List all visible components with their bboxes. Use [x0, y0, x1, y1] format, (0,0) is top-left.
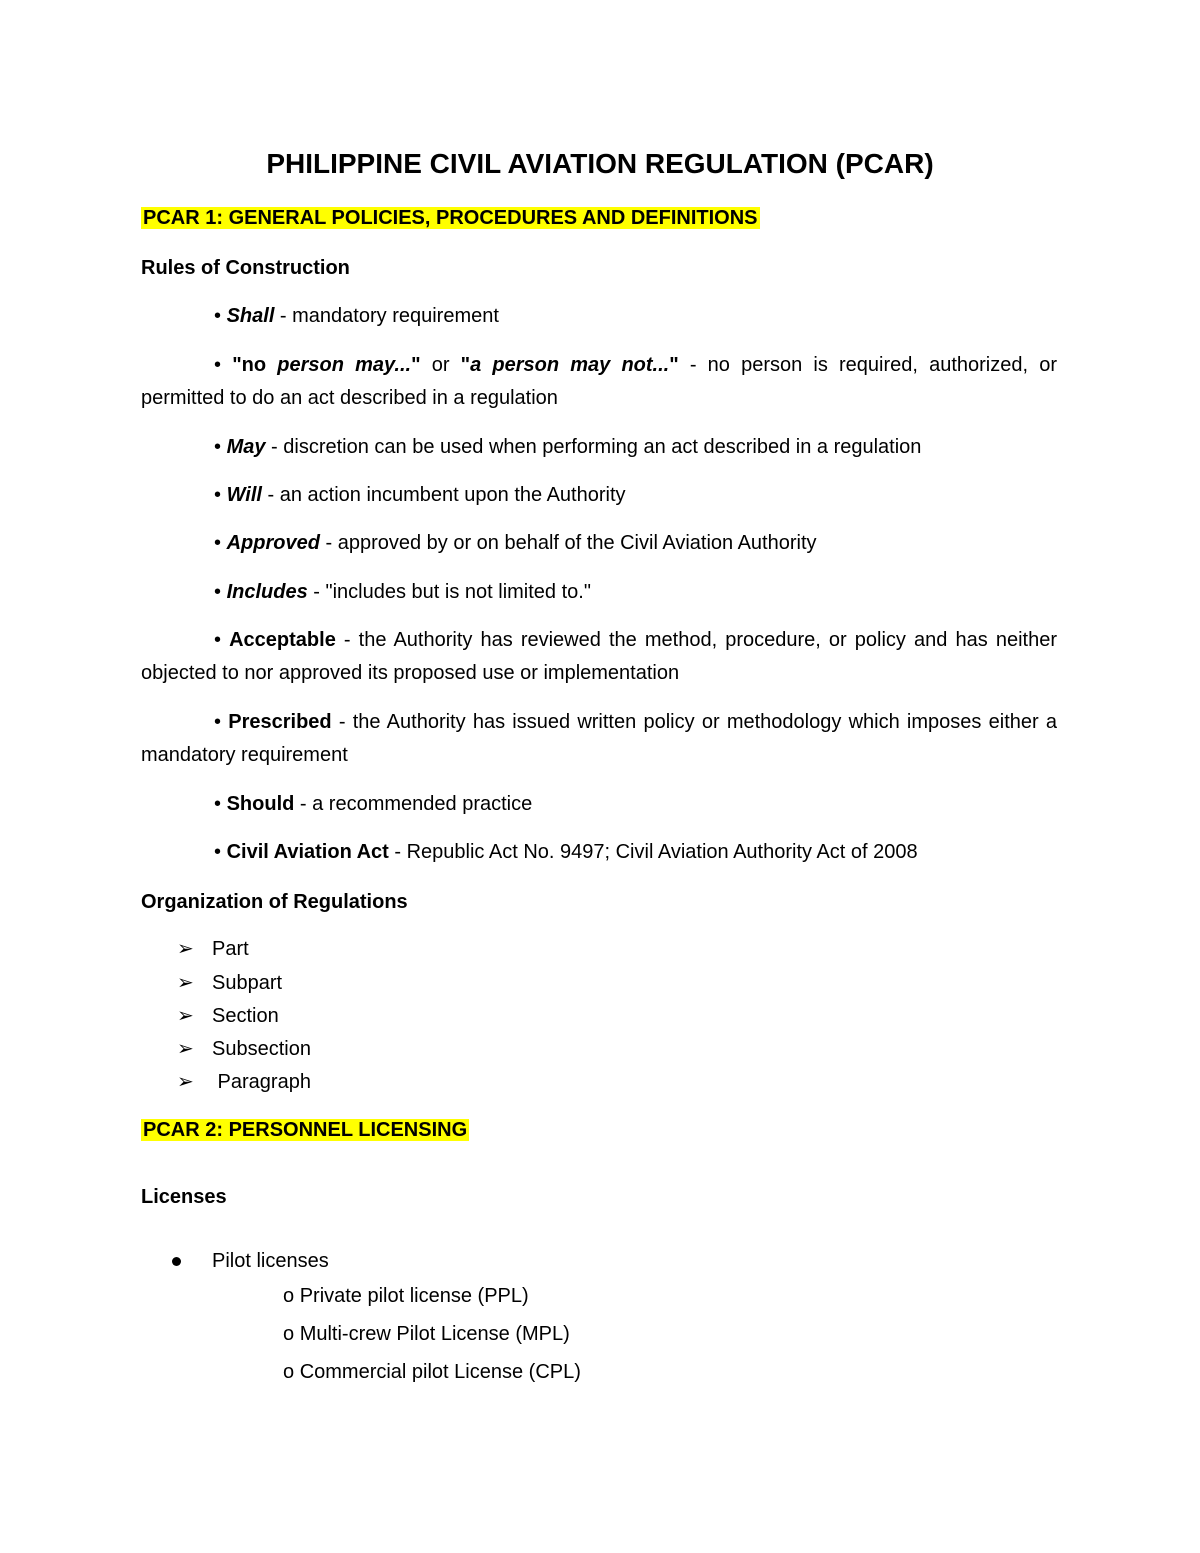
sub-bullet-icon: o: [283, 1285, 295, 1307]
rule-definition: - approved by or on behalf of the Civil Aviation Authority: [319, 532, 817, 554]
rule-may: [214, 434, 921, 460]
rule-bullet: •: [214, 711, 222, 733]
rule-will: [214, 482, 626, 508]
rule-bullet: •: [214, 841, 222, 863]
sub-bullet-icon: o: [283, 1361, 295, 1383]
pcar2-heading: [141, 1117, 469, 1143]
rule-term: May: [226, 436, 266, 458]
license-label: Commercial pilot License (CPL): [299, 1361, 581, 1383]
rule-or: or: [420, 354, 461, 376]
rule-term-a-close: ": [411, 354, 421, 376]
rule-definition: - an action incumbent upon the Authority: [261, 484, 626, 506]
rule-term: Includes: [226, 581, 308, 603]
rules-heading: Rules of Construction: [141, 257, 350, 279]
licenses-heading: Licenses: [141, 1186, 227, 1208]
rule-bullet: •: [214, 436, 222, 458]
license-label: Private pilot license (PPL): [299, 1285, 529, 1307]
rule-bullet: •: [214, 581, 222, 603]
rule-prescribed: [141, 706, 1057, 772]
license-label: Multi-crew Pilot License (MPL): [299, 1323, 570, 1345]
rule-definition: - discretion can be used when performing an act described in a regulation: [265, 436, 922, 458]
rule-bullet: •: [214, 305, 222, 327]
rule-definition: - the Authority has issued written policy or methodology which imposes either a mandatory requirement: [141, 711, 1057, 766]
org-item-subsection: Subsection: [212, 1038, 311, 1060]
arrow-bullet-icon: ➢: [177, 1038, 194, 1060]
pcar1-heading-text: PCAR 1: GENERAL POLICIES, PROCEDURES AND DEFINITIONS: [143, 207, 758, 229]
rule-acceptable: [141, 624, 1057, 690]
rule-term: Prescribed: [228, 711, 332, 733]
pilot-licenses-label: Pilot licenses: [212, 1250, 329, 1272]
license-item-cpl: [283, 1359, 581, 1385]
org-item-subpart: Subpart: [212, 972, 283, 994]
rule-term: Approved: [226, 532, 320, 554]
sub-bullet-icon: o: [283, 1323, 295, 1345]
rule-shall: [214, 303, 499, 329]
arrow-bullet-icon: ➢: [177, 1005, 194, 1027]
pcar2-heading-text: PCAR 2: PERSONNEL LICENSING: [143, 1119, 468, 1141]
rule-definition: - no person is required, authorized, or permitted to do an act described in a regulation: [141, 354, 1057, 409]
license-item-ppl: [283, 1283, 529, 1309]
rule-term-b-close: ": [669, 354, 679, 376]
rule-bullet: •: [214, 793, 222, 815]
rule-term-b-open: ": [460, 354, 471, 376]
rule-definition: - Republic Act No. 9497; Civil Aviation Authority Act of 2008: [388, 841, 918, 863]
rule-should: [214, 791, 532, 817]
rule-definition: - the Authority has reviewed the method, procedure, or policy and has neither objected to nor approved its proposed use or implementation: [141, 629, 1057, 684]
rule-approved: [214, 530, 817, 556]
org-item-section: Section: [212, 1005, 279, 1027]
rule-term-a-open: "no: [232, 354, 278, 376]
arrow-bullet-icon: ➢: [177, 972, 194, 994]
license-item-mpl: [283, 1321, 570, 1347]
rule-term-b: a person may not...: [470, 354, 670, 376]
rule-term: Shall: [226, 305, 275, 327]
rule-term: Acceptable: [229, 629, 336, 651]
org-heading: Organization of Regulations: [141, 891, 408, 913]
org-item-part: Part: [212, 938, 249, 960]
rule-bullet: •: [214, 629, 222, 651]
rule-definition: - a recommended practice: [294, 793, 533, 815]
document-title: PHILIPPINE CIVIL AVIATION REGULATION (PCAR): [266, 148, 934, 179]
rule-no-person-may: [141, 349, 1057, 415]
arrow-bullet-icon: ➢: [177, 938, 194, 960]
rule-includes: [214, 579, 591, 605]
bullet-dot-icon: [172, 1257, 181, 1266]
org-item-paragraph: Paragraph: [212, 1071, 311, 1093]
rule-term: Will: [226, 484, 262, 506]
rule-term-a: person may...: [277, 354, 412, 376]
rule-bullet: •: [214, 532, 222, 554]
pcar1-heading: [141, 205, 760, 231]
rule-definition: - "includes but is not limited to.": [307, 581, 591, 603]
arrow-bullet-icon: ➢: [177, 1071, 194, 1093]
rule-civil-aviation-act: [214, 839, 918, 865]
rule-bullet: •: [214, 354, 222, 376]
rule-definition: - mandatory requirement: [274, 305, 499, 327]
rule-term: Civil Aviation Act: [226, 841, 389, 863]
rule-bullet: •: [214, 484, 222, 506]
rule-term: Should: [226, 793, 295, 815]
